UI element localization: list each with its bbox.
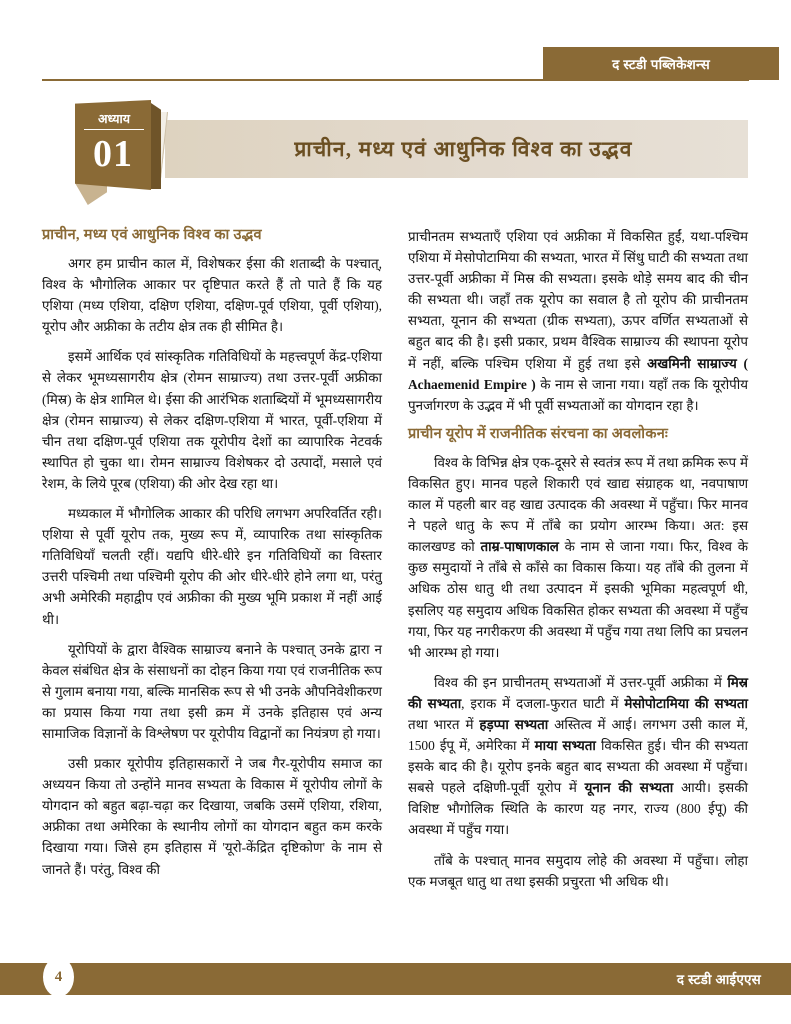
chapter-number: 01: [93, 133, 133, 175]
bookmark-tail-icon: [75, 183, 107, 205]
left-section-heading: प्राचीन, मध्य एवं आधुनिक विश्व का उद्भव: [42, 227, 262, 243]
paragraph: विश्व के विभिन्न क्षेत्र एक-दूसरे से स्वतंत्र रूप में तथा क्रमिक रूप में विकसित हुए। मानव पहले शिकारी एवं खाद्य संग्राहक था, नवपाषाण काल में पहली बार वह खाद्य उत्पादक की अवस्था में पहुँचा। फिर मानव ने पहले धातु के रूप में ताँबे का प्रयोग आरम्भ किया। अत: इस कालखण्ड को ताम्र-पाषाणकाल के नाम से जाना गया। फिर, विश्व के कुछ समुदायों ने ताँबे से काँसे का विकास किया। यह ताँबे की तुलना में अधिक ठोस धातु थी तथा उत्पादन में इसकी भूमिका महत्वपूर्ण थी, इसलिए यह समुदाय अधिक विकसित होकर सभ्यता की अवस्था में पहुँच गया, फिर यह नगरीकरण की अवस्था में पहुँच गया तथा लिपि का प्रचलन भी आरम्भ हो गया।: [408, 454, 748, 660]
paragraph: यूरोपियों के द्वारा वैश्विक साम्राज्य बनाने के पश्चात् उनके द्वारा न केवल संबंधित क्षेत्र के संसाधनों का दोहन किया गया एवं राजनीतिक रूप से गुलाम बनाया गया, बल्कि मानसिक रूप से भी उनके औपनिवेशीकरण का प्रयास किया गया तथा इसी क्रम में उनके इतिहास एवं अन्य सामाजिक विज्ञानों के विश्लेषण पर यूरोपीय विद्वानों का नियंत्रण हो गया।: [42, 641, 382, 741]
left-column: [42, 226, 382, 942]
footer-brand: द स्टडी आईएएस: [676, 972, 761, 987]
page-number-badge: 4: [44, 958, 73, 996]
header-divider-rule: [42, 79, 749, 81]
paragraph: उसी प्रकार यूरोपीय इतिहासकारों ने जब गैर-यूरोपीय समाज का अध्ययन किया तो उन्होंने मानव सभ्यता के विकास में यूरोपीय लोगों के योगदान को बहुत बढ़ा-चढ़ा कर दिखाया, जबकि उसमें एशिया, रशिया, अफ्रीका तथा अमेरिका के स्थानीय लोगों का योगदान बहुत कम करके दिखाया गया। जिसे हम इतिहास में 'यूरो-केंद्रित दृष्टिकोण' के नाम से जानते हैं। परंतु, विश्व की: [42, 756, 382, 877]
chapter-title: प्राचीन, मध्य एवं आधुनिक विश्व का उद्भव: [294, 137, 633, 161]
paragraph: मध्यकाल में भौगोलिक आकार की परिधि लगभग अपरिवर्तित रही। एशिया से पूर्वी यूरोप तक, मुख्य रूप में, व्यापारिक तथा सांस्कृतिक गतिविधियाँ चलती रहीं। यद्यपि धीरे-धीरे इन गतिविधियों का विस्तार उत्तरी पश्चिमी तथा पश्चिमी यूरोप की ओर धीरे-धीरे होने लगा था, परंतु अभी अमेरिकी महाद्वीप एवं अफ्रीका की मुख्य भूमि प्रकाश में नहीं आई थी।: [42, 506, 382, 627]
paragraph-continued: प्राचीनतम सभ्यताएँ एशिया एवं अफ्रीका में विकसित हुईं, यथा-पश्चिम एशिया में मेसोपोटामिया की सभ्यता, भारत में सिंधु घाटी की सभ्यता तथा उत्तर-पूर्वी अफ्रीका में मिस्र की सभ्यता। इसके थोड़े समय बाद की चीन की सभ्यता थी। जहाँ तक यूरोप का सवाल है तो यूरोप की प्राचीनतम सभ्यता, यूनान की सभ्यता (ग्रीक सभ्यता), ऊपर वर्णित सभ्यताओं से बहुत बाद की है। इसी प्रकार, प्रथम वैश्विक साम्राज्य की स्थापना यूरोप में नहीं, बल्कि पश्चिम एशिया में हुई तथा इसे अखमिनी साम्राज्य ( Achaemenid Empire ) के नाम से जाना गया। यहाँ तक कि यूरोपीय पुनर्जागरण के उद्भव में भी पूर्वी सभ्यताओं का योगदान रहा है।: [408, 229, 749, 413]
paragraph: ताँबे के पश्चात् मानव समुदाय लोहे की अवस्था में पहुँचा। लोहा एक मजबूत धातु था तथा इसकी प्रचुरता भी अधिक थी।: [408, 852, 748, 889]
page-header: [0, 0, 791, 92]
chapter-title-band: [165, 120, 748, 178]
paragraph: अगर हम प्राचीन काल में, विशेषकर ईसा की शताब्दी के पश्चात्, विश्व के भौगोलिक आकार पर दृष्टिपात करते हैं तो पाते हैं कि यह एशिया (मध्य एशिया, दक्षिण एशिया, दक्षिण-पूर्व एशिया, पूर्वी एशिया), यूरोप और अफ्रीका के तटीय क्षेत्र तक ही सीमित है।: [42, 256, 382, 335]
chapter-banner: [0, 100, 791, 192]
paragraph: इसमें आर्थिक एवं सांस्कृतिक गतिविधियों के महत्त्वपूर्ण केंद्र-एशिया से लेकर भूमध्यसागरीय क्षेत्र (रोमन साम्राज्य) तथा उत्तर-पूर्वी अफ्रीका (मिस्र) के क्षेत्र शामिल थे। ईसा की आरंभिक शताब्दियों में भूमध्यसागरीय क्षेत्र (रोमन साम्राज्य) से लेकर दक्षिण-एशिया में भारत, पूर्वी-एशिया में चीन तथा दक्षिण-पूर्व एशिया तक यूरोपीय देशों का व्यापारिक नेटवर्क स्थापित हो चुका था। रोमन साम्राज्य विशेषकर दो उत्पादों, मसाले एवं रेशम, के लिये पूरब (एशिया) की ओर देख रहा था।: [42, 349, 382, 491]
right-section-heading: प्राचीन यूरोप में राजनीतिक संरचना का अवलोकनः: [408, 425, 669, 442]
publisher-tab: द स्टडी पब्लिकेशन्स: [543, 47, 779, 80]
page-footer: [0, 963, 791, 995]
chapter-label: अध्याय: [84, 112, 144, 130]
right-column: [408, 226, 748, 942]
paragraph: विश्व की इन प्राचीनतम् सभ्यताओं में उत्तर-पूर्वी अफ्रीका में मिस्र की सभ्यता, इराक में दजला-फुरात घाटी में मेसोपोटामिया की सभ्यता तथा भारत में हड़प्पा सभ्यता अस्तित्व में आई। लगभग उसी काल में, 1500 ईपू में, अमेरिका में माया सभ्यता विकसित हुई। चीन की सभ्यता इसके बाद की है। यूरोप इनके बहुत बाद सभ्यता की अवस्था में पहुँचा। सबसे पहले दक्षिणी-पूर्वी यूरोप में यूनान की सभ्यता आयी। इसकी विशिष्ट भौगोलिक स्थिति के कारण यह नगर, राज्य (800 ईपू) की अवस्था में पहुँच गया।: [408, 674, 749, 838]
body-columns: [42, 226, 749, 942]
